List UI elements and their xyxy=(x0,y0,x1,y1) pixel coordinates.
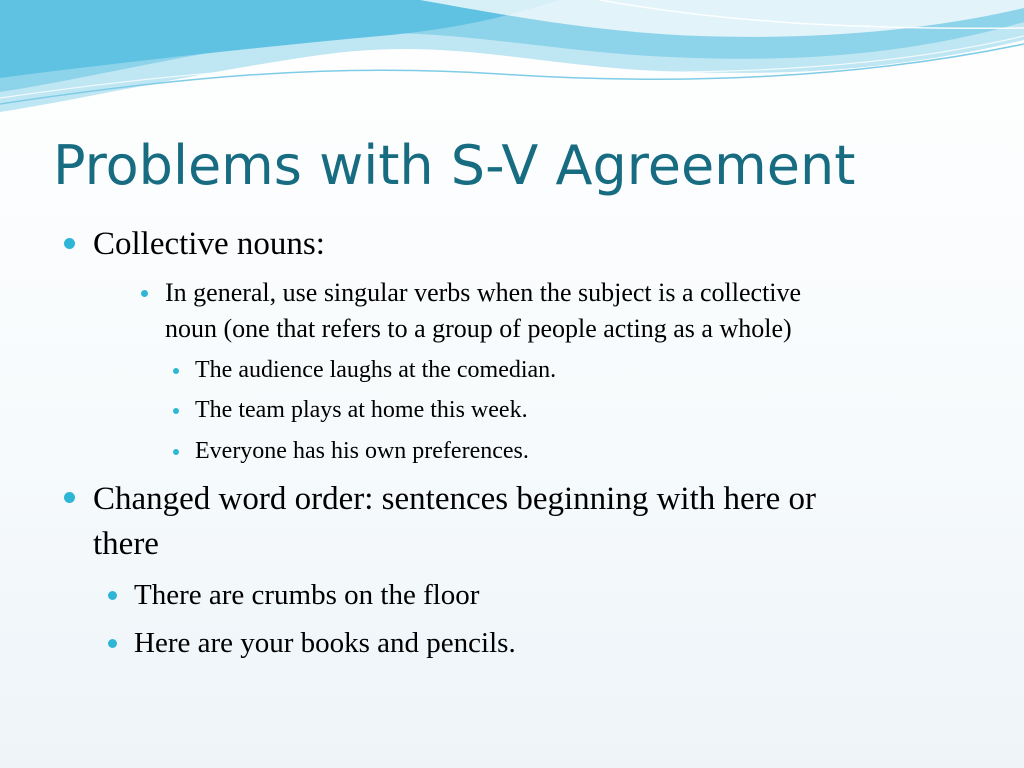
example-team: The team plays at home this week. xyxy=(195,397,528,423)
bullet-icon xyxy=(173,368,179,374)
bullet-icon xyxy=(64,492,75,503)
bullet-icon xyxy=(141,290,148,297)
slide-title: Problems with S-V Agreement xyxy=(53,134,856,197)
bullet-icon xyxy=(64,238,75,249)
bullet-icon xyxy=(173,408,179,414)
example-crumbs: There are crumbs on the floor xyxy=(134,579,480,611)
changed-word-order-line-2: there xyxy=(93,526,159,562)
changed-word-order-line-1: Changed word order: sentences beginning with here or xyxy=(93,481,817,517)
bullet-icon xyxy=(173,449,179,455)
bullet-icon xyxy=(108,639,117,648)
example-everyone: Everyone has his own preferences. xyxy=(195,438,529,464)
collective-nouns-rule-line-2: noun (one that refers to a group of people acting as a whole) xyxy=(165,314,792,343)
example-books: Here are your books and pencils. xyxy=(134,627,516,659)
example-audience: The audience laughs at the comedian. xyxy=(195,357,557,383)
bullet-icon xyxy=(108,591,117,600)
decorative-wave-header xyxy=(0,0,1024,140)
section-collective-nouns-label: Collective nouns: xyxy=(93,226,325,262)
collective-nouns-rule-line-1: In general, use singular verbs when the subject is a collective xyxy=(165,278,802,307)
